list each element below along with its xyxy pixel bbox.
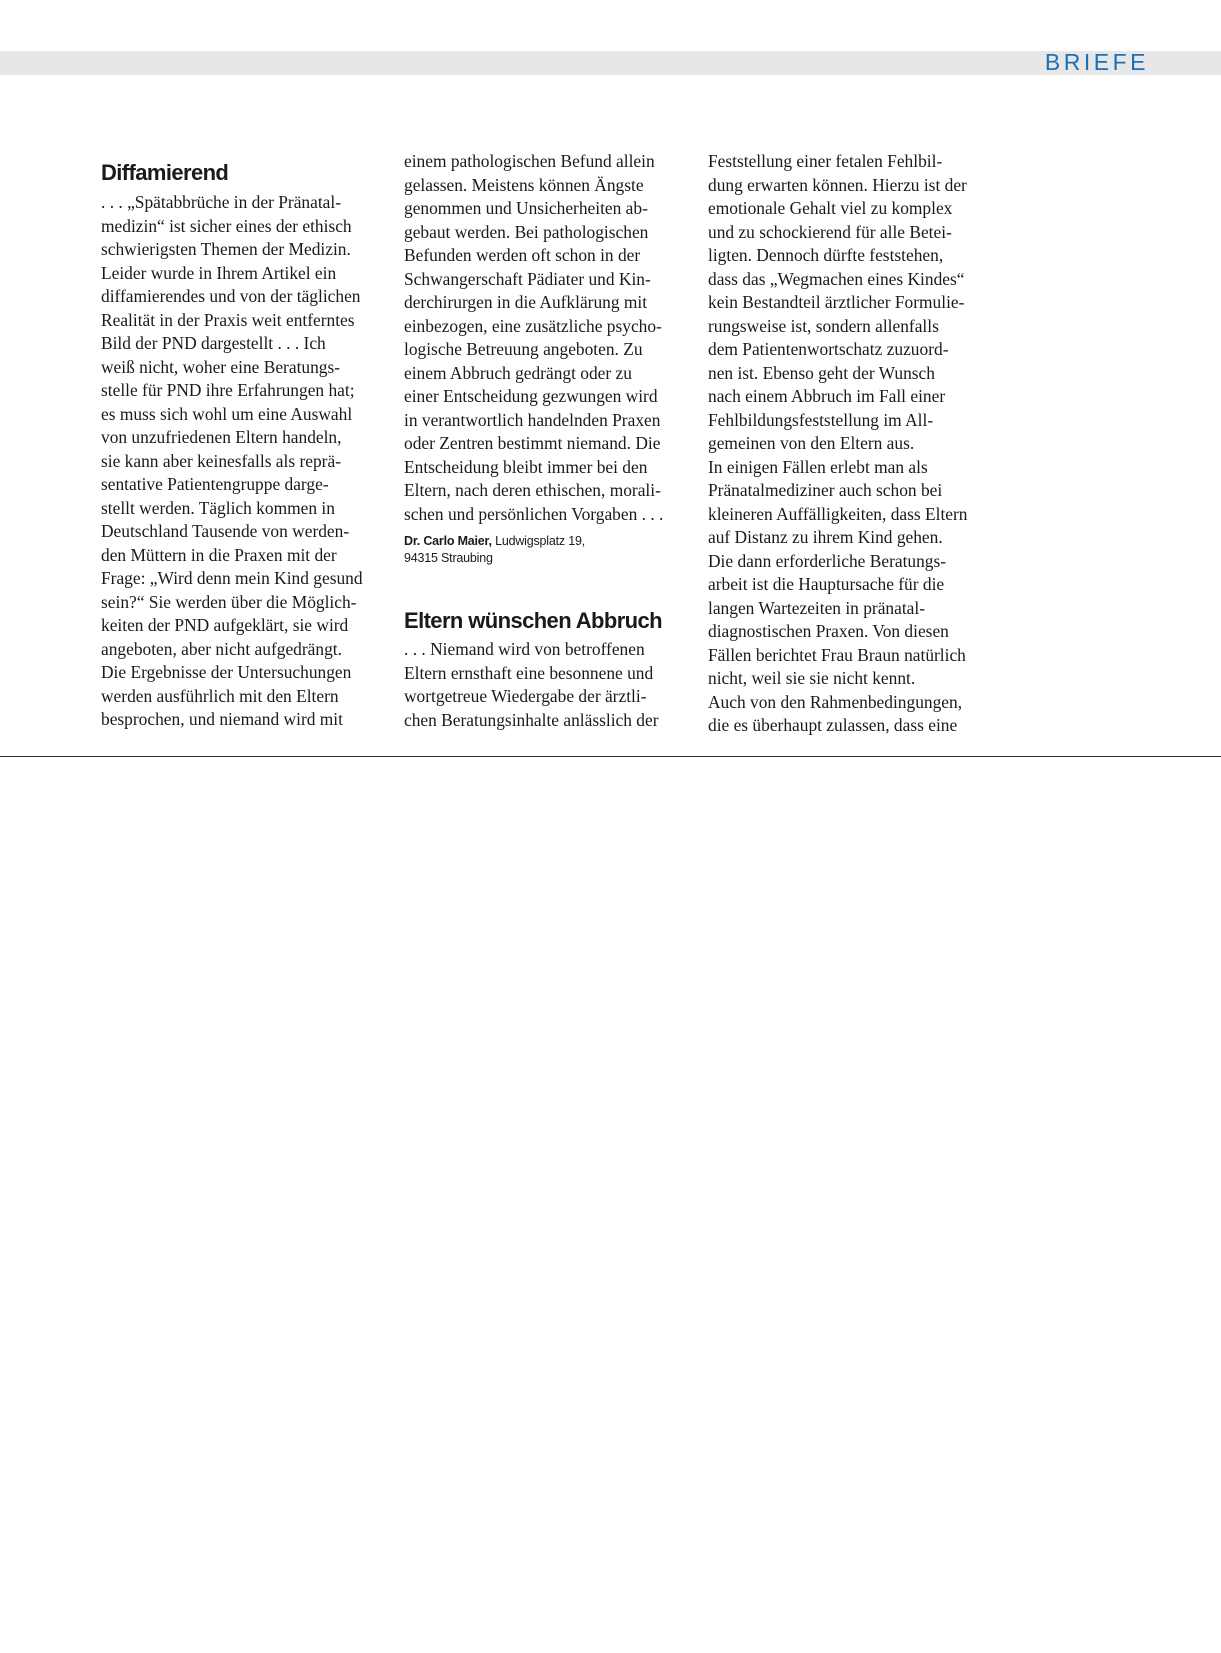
- text-line: In einigen Fällen erlebt man als: [708, 456, 928, 477]
- text-line: schwierigsten Themen der Medizin.: [101, 239, 351, 259]
- text-line: genommen und Unsicherheiten ab-: [404, 198, 648, 218]
- text-line: stellt werden. Täglich kommen in: [101, 497, 335, 518]
- text-line: stelle für PND ihre Erfahrungen hat;: [101, 380, 355, 400]
- text-line: Eltern ernsthaft eine besonnene und: [404, 662, 654, 683]
- text-line: oder Zentren bestimmt niemand. Die: [404, 433, 661, 453]
- text-line: arbeit ist die Hauptursache für die: [708, 574, 945, 594]
- text-line: chen Beratungsinhalte anlässlich der: [404, 709, 659, 730]
- text-line: Die Ergebnisse der Untersuchungen: [101, 662, 352, 682]
- text-line: diagnostischen Praxen. Von diesen: [708, 621, 949, 641]
- letter-2-body: [404, 638, 696, 732]
- letter-1-body-continued: [404, 150, 696, 526]
- text-line: besprochen, und niemand wird mit: [101, 709, 343, 729]
- text-line: Auch von den Rahmenbedingungen,: [708, 691, 963, 712]
- text-line: Frage: „Wird denn mein Kind gesund: [101, 568, 363, 588]
- text-line: einbezogen, eine zusätzliche psycho-: [404, 315, 662, 336]
- text-line: die es überhaupt zulassen, dass eine: [708, 715, 958, 735]
- letter-1-headline: Diffamierend: [101, 160, 229, 185]
- letter-2-body-continued: [708, 150, 1000, 738]
- text-line: von unzufriedenen Eltern handeln,: [101, 427, 342, 447]
- column-3: [708, 150, 1000, 738]
- column-2: [404, 150, 696, 732]
- text-line: logische Betreuung angeboten. Zu: [404, 339, 643, 359]
- bottom-rule: [0, 756, 1221, 757]
- text-line: Eltern, nach deren ethischen, morali-: [404, 480, 661, 500]
- text-line: schen und persönlichen Vorgaben . . .: [404, 503, 664, 524]
- text-line: und zu schockierend für alle Betei-: [708, 221, 952, 242]
- text-line: in verantwortlich handelnden Praxen: [404, 409, 661, 430]
- text-line: keiten der PND aufgeklärt, sie wird: [101, 615, 349, 635]
- text-line: dung erwarten können. Hierzu ist der: [708, 174, 967, 195]
- text-line: Feststellung einer fetalen Fehlbil-: [708, 151, 943, 171]
- text-line: werden ausführlich mit den Eltern: [101, 685, 339, 706]
- text-line: sentative Patientengruppe darge-: [101, 474, 329, 494]
- text-line: auf Distanz zu ihrem Kind gehen.: [708, 527, 943, 547]
- letter-1-body: [101, 191, 393, 732]
- text-line: wortgetreue Wiedergabe der ärztli-: [404, 686, 647, 706]
- text-line: kleineren Auffälligkeiten, dass Eltern: [708, 503, 968, 524]
- text-line: Realität in der Praxis weit entferntes: [101, 309, 355, 330]
- text-line: derchirurgen in die Aufklärung mit: [404, 292, 648, 312]
- text-line: einem Abbruch gedrängt oder zu: [404, 362, 632, 383]
- header-bar: [0, 51, 1221, 75]
- text-line: sie kann aber keinesfalls als reprä-: [101, 450, 341, 471]
- signature-address-2: 94315 Straubing: [404, 551, 493, 565]
- text-line: gebaut werden. Bei pathologischen: [404, 221, 649, 242]
- text-line: den Müttern in die Praxen mit der: [101, 544, 337, 565]
- text-line: weiß nicht, woher eine Beratungs-: [101, 356, 341, 377]
- text-line: Fällen berichtet Frau Braun natürlich: [708, 644, 966, 665]
- text-line: diffamierendes und von der täglichen: [101, 286, 361, 306]
- text-line: angeboten, aber nicht aufgedrängt.: [101, 638, 342, 659]
- text-line: nicht, weil sie sie nicht kennt.: [708, 668, 916, 688]
- text-line: medizin“ ist sicher eines der ethisch: [101, 215, 352, 236]
- signature-name: Dr. Carlo Maier,: [404, 534, 492, 548]
- text-line: dass das „Wegmachen eines Kindes“: [708, 268, 965, 289]
- text-line: . . . „Spätabbrüche in der Pränatal-: [101, 192, 341, 212]
- text-line: Deutschland Tausende von werden-: [101, 521, 350, 541]
- text-line: einer Entscheidung gezwungen wird: [404, 386, 658, 406]
- text-line: Befunden werden oft schon in der: [404, 245, 641, 265]
- text-line: Die dann erforderliche Beratungs-: [708, 550, 947, 571]
- text-line: langen Wartezeiten in pränatal-: [708, 597, 925, 618]
- text-line: ligten. Dennoch dürfte feststehen,: [708, 245, 944, 265]
- text-line: sein?“ Sie werden über die Möglich-: [101, 591, 357, 612]
- text-line: Pränatalmediziner auch schon bei: [708, 480, 943, 500]
- text-line: gelassen. Meistens können Ängste: [404, 174, 644, 195]
- text-line: . . . Niemand wird von betroffenen: [404, 639, 645, 659]
- text-line: es muss sich wohl um eine Auswahl: [101, 403, 353, 424]
- text-line: rungsweise ist, sondern allenfalls: [708, 315, 939, 336]
- text-line: kein Bestandteil ärztlicher Formulie-: [708, 292, 965, 312]
- column-1: [101, 150, 393, 732]
- text-line: Leider wurde in Ihrem Artikel ein: [101, 262, 337, 283]
- letter-2-headline: Eltern wünschen Abbruch: [404, 608, 662, 633]
- signature-address-1: Ludwigsplatz 19,: [491, 534, 586, 548]
- text-line: dem Patientenwortschatz zuzuord-: [708, 339, 949, 359]
- section-label: BRIEFE: [1044, 49, 1149, 75]
- text-line: Schwangerschaft Pädiater und Kin-: [404, 268, 651, 289]
- letter-1-signature: [404, 533, 696, 567]
- text-line: gemeinen von den Eltern aus.: [708, 433, 915, 453]
- text-line: einem pathologischen Befund allein: [404, 151, 655, 171]
- text-line: nen ist. Ebenso geht der Wunsch: [708, 362, 935, 383]
- text-line: Entscheidung bleibt immer bei den: [404, 456, 648, 477]
- text-line: Bild der PND dargestellt . . . Ich: [101, 333, 326, 353]
- text-line: Fehlbildungsfeststellung im All-: [708, 409, 934, 430]
- text-line: emotionale Gehalt viel zu komplex: [708, 198, 953, 218]
- text-line: nach einem Abbruch im Fall einer: [708, 386, 946, 406]
